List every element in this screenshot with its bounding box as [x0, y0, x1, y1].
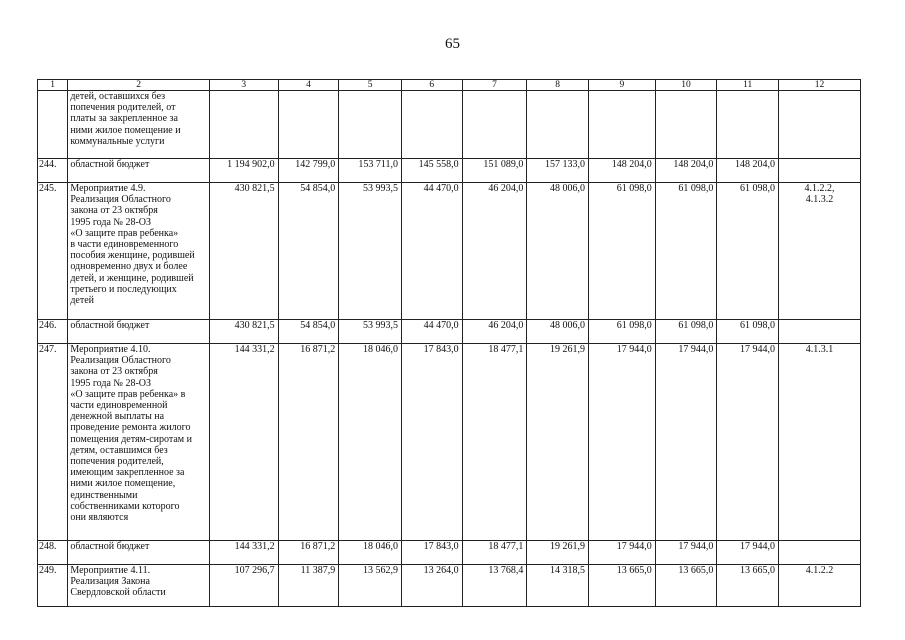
row-reference: 4.1.2.2, 4.1.3.2	[779, 183, 861, 320]
column-number: 5	[339, 80, 402, 91]
column-number: 9	[588, 80, 655, 91]
cell-value: 157 133,0	[527, 159, 589, 183]
column-number: 10	[655, 80, 717, 91]
cell-value: 18 477,1	[462, 541, 527, 565]
table-row	[38, 91, 861, 159]
cell-value: 107 296,7	[209, 565, 278, 607]
row-reference: 4.1.2.2	[779, 565, 861, 607]
cell-value	[588, 91, 655, 159]
cell-value: 44 470,0	[401, 183, 462, 320]
table-row	[38, 344, 861, 541]
cell-value: 17 843,0	[401, 344, 462, 541]
cell-value: 142 799,0	[278, 159, 339, 183]
cell-value: 16 871,2	[278, 344, 339, 541]
row-number: 249.	[38, 565, 68, 607]
column-number: 2	[68, 80, 210, 91]
cell-value	[278, 91, 339, 159]
row-name: детей, оставшихся без попечения родителей, от платы за закрепленное за ними жилое помещение и коммунальные услуги	[68, 91, 210, 159]
cell-value: 61 098,0	[655, 183, 717, 320]
row-name: Мероприятие 4.11. Реализация Закона Свердловской области	[68, 565, 210, 607]
cell-value: 17 944,0	[655, 541, 717, 565]
cell-value: 17 944,0	[717, 344, 779, 541]
cell-value: 430 821,5	[209, 183, 278, 320]
cell-value: 17 843,0	[401, 541, 462, 565]
cell-value: 148 204,0	[655, 159, 717, 183]
cell-value: 46 204,0	[462, 183, 527, 320]
table-row	[38, 183, 861, 320]
cell-value: 48 006,0	[527, 320, 589, 344]
column-number: 7	[462, 80, 527, 91]
row-number	[38, 91, 68, 159]
column-number: 12	[779, 80, 861, 91]
cell-value: 46 204,0	[462, 320, 527, 344]
cell-value: 13 665,0	[717, 565, 779, 607]
cell-value	[209, 91, 278, 159]
cell-value: 44 470,0	[401, 320, 462, 344]
cell-value: 148 204,0	[588, 159, 655, 183]
row-number: 248.	[38, 541, 68, 565]
cell-value: 144 331,2	[209, 344, 278, 541]
row-name: областной бюджет	[68, 320, 210, 344]
cell-value: 14 318,5	[527, 565, 589, 607]
cell-value: 13 264,0	[401, 565, 462, 607]
row-reference	[779, 541, 861, 565]
row-name: областной бюджет	[68, 541, 210, 565]
cell-value: 54 854,0	[278, 183, 339, 320]
column-number: 8	[527, 80, 589, 91]
cell-value	[401, 91, 462, 159]
cell-value: 61 098,0	[588, 183, 655, 320]
row-reference	[779, 320, 861, 344]
cell-value: 148 204,0	[717, 159, 779, 183]
cell-value: 151 089,0	[462, 159, 527, 183]
cell-value: 61 098,0	[717, 183, 779, 320]
table-row	[38, 320, 861, 344]
cell-value	[717, 91, 779, 159]
row-reference: 4.1.3.1	[779, 344, 861, 541]
cell-value	[339, 91, 402, 159]
table-row	[38, 541, 861, 565]
cell-value: 54 854,0	[278, 320, 339, 344]
row-name: Мероприятие 4.10. Реализация Областного закона от 23 октября 1995 года № 28-ОЗ «О защите прав ребенка» в части единовременной денежной выплаты на проведение ремонта жилого помещения детям-сиротам и детям, оставшимся без попечения родителей, имеющим закрепленное за ними жилое помещение, единственными собственниками которого они являются	[68, 344, 210, 541]
row-name: Мероприятие 4.9. Реализация Областного закона от 23 октября 1995 года № 28-ОЗ «О защите прав ребенка» в части единовременного пособия женщине, родившей одновременно двух и более детей, и женщине, родившей третьего и последующих детей	[68, 183, 210, 320]
cell-value: 153 711,0	[339, 159, 402, 183]
column-number: 6	[401, 80, 462, 91]
cell-value: 19 261,9	[527, 344, 589, 541]
row-number: 246.	[38, 320, 68, 344]
cell-value: 18 046,0	[339, 344, 402, 541]
cell-value	[462, 91, 527, 159]
cell-value: 13 562,9	[339, 565, 402, 607]
cell-value: 13 665,0	[655, 565, 717, 607]
cell-value: 144 331,2	[209, 541, 278, 565]
cell-value: 53 993,5	[339, 320, 402, 344]
column-number-row	[38, 80, 861, 91]
cell-value: 18 046,0	[339, 541, 402, 565]
cell-value: 1 194 902,0	[209, 159, 278, 183]
cell-value	[527, 91, 589, 159]
cell-value: 19 261,9	[527, 541, 589, 565]
row-name: областной бюджет	[68, 159, 210, 183]
table-row	[38, 565, 861, 607]
cell-value: 18 477,1	[462, 344, 527, 541]
row-reference	[779, 91, 861, 159]
row-number: 245.	[38, 183, 68, 320]
cell-value: 430 821,5	[209, 320, 278, 344]
column-number: 1	[38, 80, 68, 91]
column-number: 3	[209, 80, 278, 91]
budget-table	[37, 79, 861, 607]
row-reference	[779, 159, 861, 183]
cell-value: 145 558,0	[401, 159, 462, 183]
cell-value: 13 768,4	[462, 565, 527, 607]
cell-value: 17 944,0	[717, 541, 779, 565]
page-number: 65	[445, 36, 460, 52]
cell-value: 16 871,2	[278, 541, 339, 565]
cell-value	[655, 91, 717, 159]
cell-value: 48 006,0	[527, 183, 589, 320]
cell-value: 61 098,0	[655, 320, 717, 344]
column-number: 11	[717, 80, 779, 91]
row-number: 244.	[38, 159, 68, 183]
cell-value: 17 944,0	[588, 541, 655, 565]
cell-value: 61 098,0	[588, 320, 655, 344]
cell-value: 11 387,9	[278, 565, 339, 607]
row-number: 247.	[38, 344, 68, 541]
table-row	[38, 159, 861, 183]
cell-value: 61 098,0	[717, 320, 779, 344]
cell-value: 13 665,0	[588, 565, 655, 607]
cell-value: 17 944,0	[655, 344, 717, 541]
cell-value: 17 944,0	[588, 344, 655, 541]
column-number: 4	[278, 80, 339, 91]
cell-value: 53 993,5	[339, 183, 402, 320]
